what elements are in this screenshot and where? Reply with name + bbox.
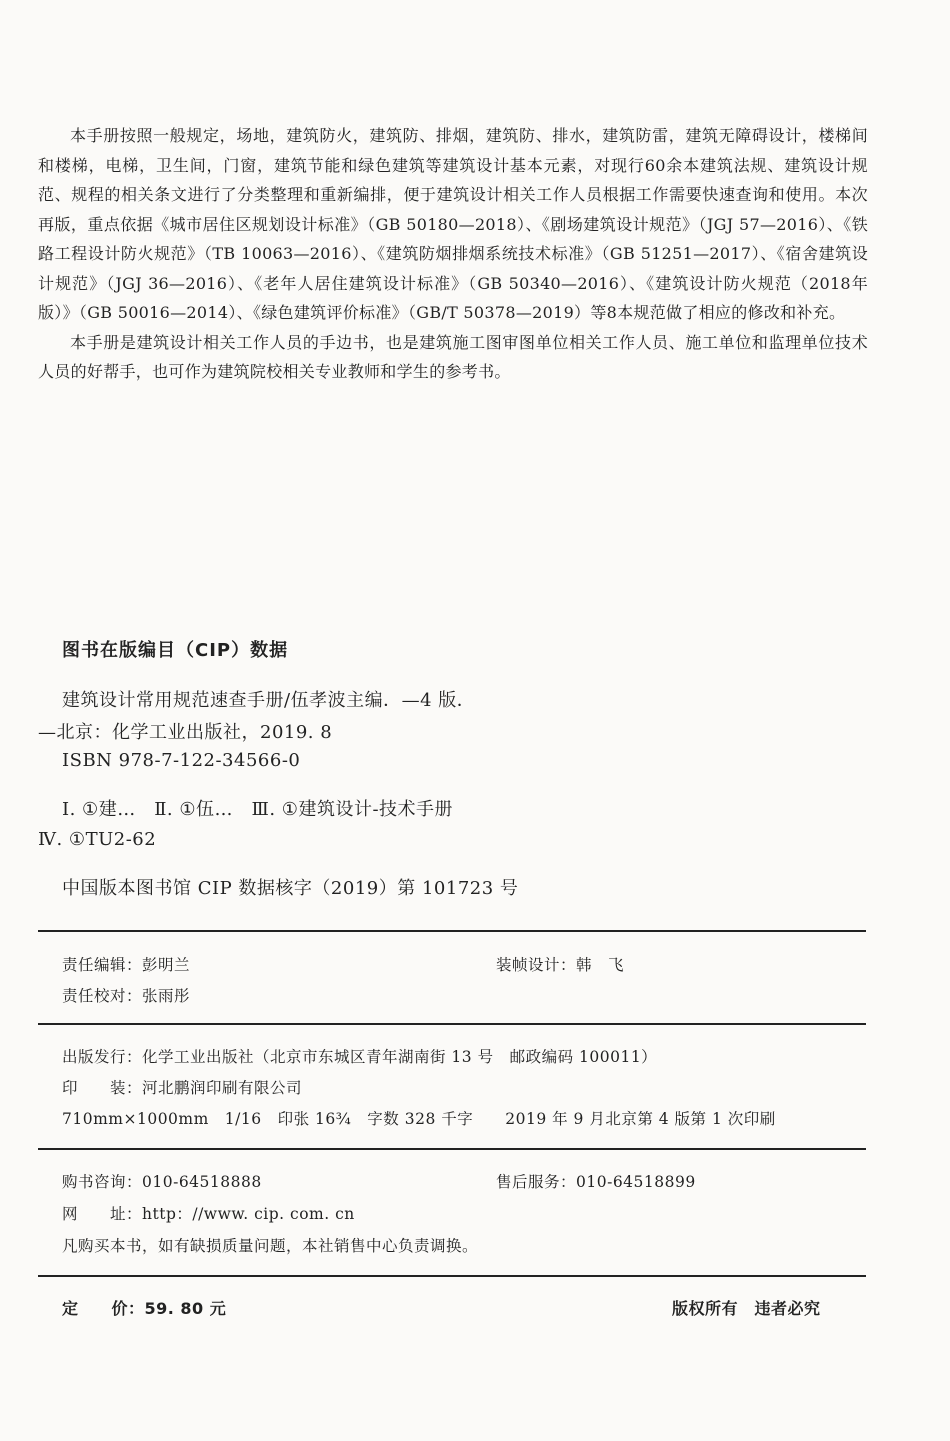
intro-text [38,121,868,387]
cip-line-5: Ⅳ. ①TU2-62 [38,829,157,850]
editor-credit: 责任编辑：彭明兰 [62,956,191,974]
cip-line-6: 中国版本图书馆 CIP 数据核字（2019）第 101723 号 [62,878,519,899]
printer-info: 印 装：河北鹏润印刷有限公司 [62,1079,303,1097]
divider-1 [38,930,866,932]
purchase-hotline: 购书咨询：010-64518888 [62,1173,262,1191]
cip-line-2: —北京：化学工业出版社，2019. 8 [38,722,333,743]
intro-paragraph-1: 本手册按照一般规定，场地，建筑防火，建筑防、排烟，建筑防、排水，建筑防雷，建筑无障碍设计，楼梯间和楼梯，电梯，卫生间，门窗，建筑节能和绿色建筑等建筑设计基本元素，对现行60余本建筑法规、建筑设计规范、规程的相关条文进行了分类整理和重新编排，便于建筑设计相关工作人员根据工作需要快速查询和使用。本次再版，重点依据《城市居住区规划设计标准》（GB 50180—2018）、《剧场建筑设计规范》（JGJ 57—2016）、《铁路工程设计防火规范》（TB 10063—2016）、《建筑防烟排烟系统技术标准》（GB 51251—2017）、《宿舍建筑设计规范》（JGJ 36—2016）、《老年人居住建筑设计标准》（GB 50340—2016）、《建筑设计防火规范（2018年版）》（GB 50016—2014）、《绿色建筑评价标准》（GB/T 50378—2019）等8本规范做了相应的修改和补充。 [38,126,868,322]
cip-line-3: ISBN 978-7-122-34566-0 [62,750,301,771]
divider-4 [38,1275,866,1277]
divider-3 [38,1148,866,1150]
cip-line-4: Ⅰ. ①建… Ⅱ. ①伍… Ⅲ. ①建筑设计-技术手册 [62,799,454,820]
copyright-notice: 版权所有 违者必究 [672,1299,821,1318]
divider-2 [38,1023,866,1025]
format-info: 710mm×1000mm 1/16 印张 16¾ 字数 328 千字 2019 年 9 月北京第 4 版第 1 次印刷 [62,1110,776,1128]
replacement-notice: 凡购买本书，如有缺损质量问题，本社销售中心负责调换。 [62,1237,479,1255]
publisher-info: 出版发行：化学工业出版社（北京市东城区青年湖南街 13 号 邮政编码 100011） [62,1048,658,1066]
price: 定 价：59. 80 元 [62,1299,227,1318]
cip-title: 图书在版编目（CIP）数据 [62,640,289,661]
service-hotline: 售后服务：010-64518899 [496,1173,696,1191]
proofreader-credit: 责任校对：张雨彤 [62,987,191,1005]
website: 网 址：http：//www. cip. com. cn [62,1205,355,1223]
designer-credit: 装帧设计：韩 飞 [496,956,625,974]
intro-paragraph-2: 本手册是建筑设计相关工作人员的手边书，也是建筑施工图审图单位相关工作人员、施工单位和监理单位技术人员的好帮手，也可作为建筑院校相关专业教师和学生的参考书。 [38,332,868,381]
cip-line-1: 建筑设计常用规范速查手册/伍孝波主编．—4 版． [62,690,476,711]
